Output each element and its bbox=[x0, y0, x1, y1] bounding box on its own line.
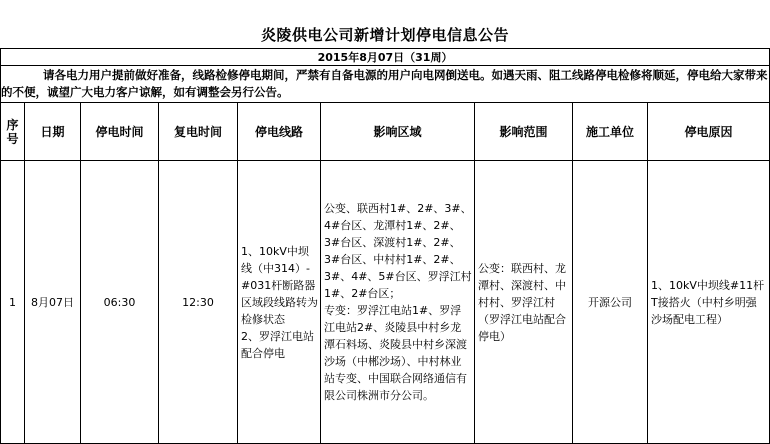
cell-reason bbox=[648, 161, 770, 444]
notice-title: 炎陵供电公司新增计划停电信息公告 bbox=[260, 26, 509, 44]
title-row bbox=[0, 0, 770, 48]
date-row bbox=[1, 49, 770, 66]
cell-on-time: 12:30 bbox=[159, 161, 238, 444]
table-row bbox=[1, 161, 770, 444]
header-row bbox=[1, 103, 770, 161]
col-header-date: 日期 bbox=[25, 103, 81, 161]
col-header-area: 影响区域 bbox=[321, 103, 475, 161]
col-header-unit: 施工单位 bbox=[573, 103, 648, 161]
col-header-reason: 停电原因 bbox=[648, 103, 770, 161]
intro-row bbox=[1, 66, 770, 103]
scope-text: 公变：联西村、龙潭村、深渡村、中村村、罗浮江村（罗浮江电站配合停电） bbox=[478, 261, 566, 343]
cell-off-time: 06:30 bbox=[81, 161, 159, 444]
cell-scope bbox=[475, 161, 573, 444]
reason-text: 1、10kV中坝线#11杆T接搭火（中村乡明强沙场配电工程） bbox=[651, 278, 765, 326]
cell-area bbox=[321, 161, 475, 444]
line-text: 1、10kV中坝线（中314）-#031杆断路器区域段线路转为检修状态 2、罗浮江电站配合停电 bbox=[241, 244, 318, 360]
area-text: 公变、联西村1#、2#、3#、4#台区、龙潭村1#、2#、3#台区、深渡村1#、2#、3#台区、中村村1#、2#、3#、4#、5#台区、罗浮江村1#、2#台区； 专变：罗浮江电站1#、罗浮江电站2#、炎陵县中村乡龙潭石料场、炎陵县中村乡深渡沙场（中郴沙场）、中村林业站专变、中国联合网络通信有限公司株洲市分公司。 bbox=[324, 202, 472, 402]
intro-text: 请各电力用户提前做好准备，线路检修停电期间，严禁有自备电源的用户向电网倒送电。如遇天雨、阻工线路停电检修将顺延，停电给大家带来的不便，诚望广大电力客户谅解，如有调整会另行公告。 bbox=[1, 66, 770, 103]
col-header-off-time: 停电时间 bbox=[81, 103, 159, 161]
cell-line bbox=[238, 161, 321, 444]
cell-unit: 开源公司 bbox=[573, 161, 648, 444]
col-header-scope: 影响范围 bbox=[475, 103, 573, 161]
col-header-on-time: 复电时间 bbox=[159, 103, 238, 161]
cell-date: 8月07日 bbox=[25, 161, 81, 444]
cell-no: 1 bbox=[1, 161, 25, 444]
col-header-no: 序号 bbox=[1, 103, 25, 161]
outage-table bbox=[0, 48, 770, 444]
date-line: 2015年8月07日（31周） bbox=[1, 49, 770, 66]
col-header-line: 停电线路 bbox=[238, 103, 321, 161]
